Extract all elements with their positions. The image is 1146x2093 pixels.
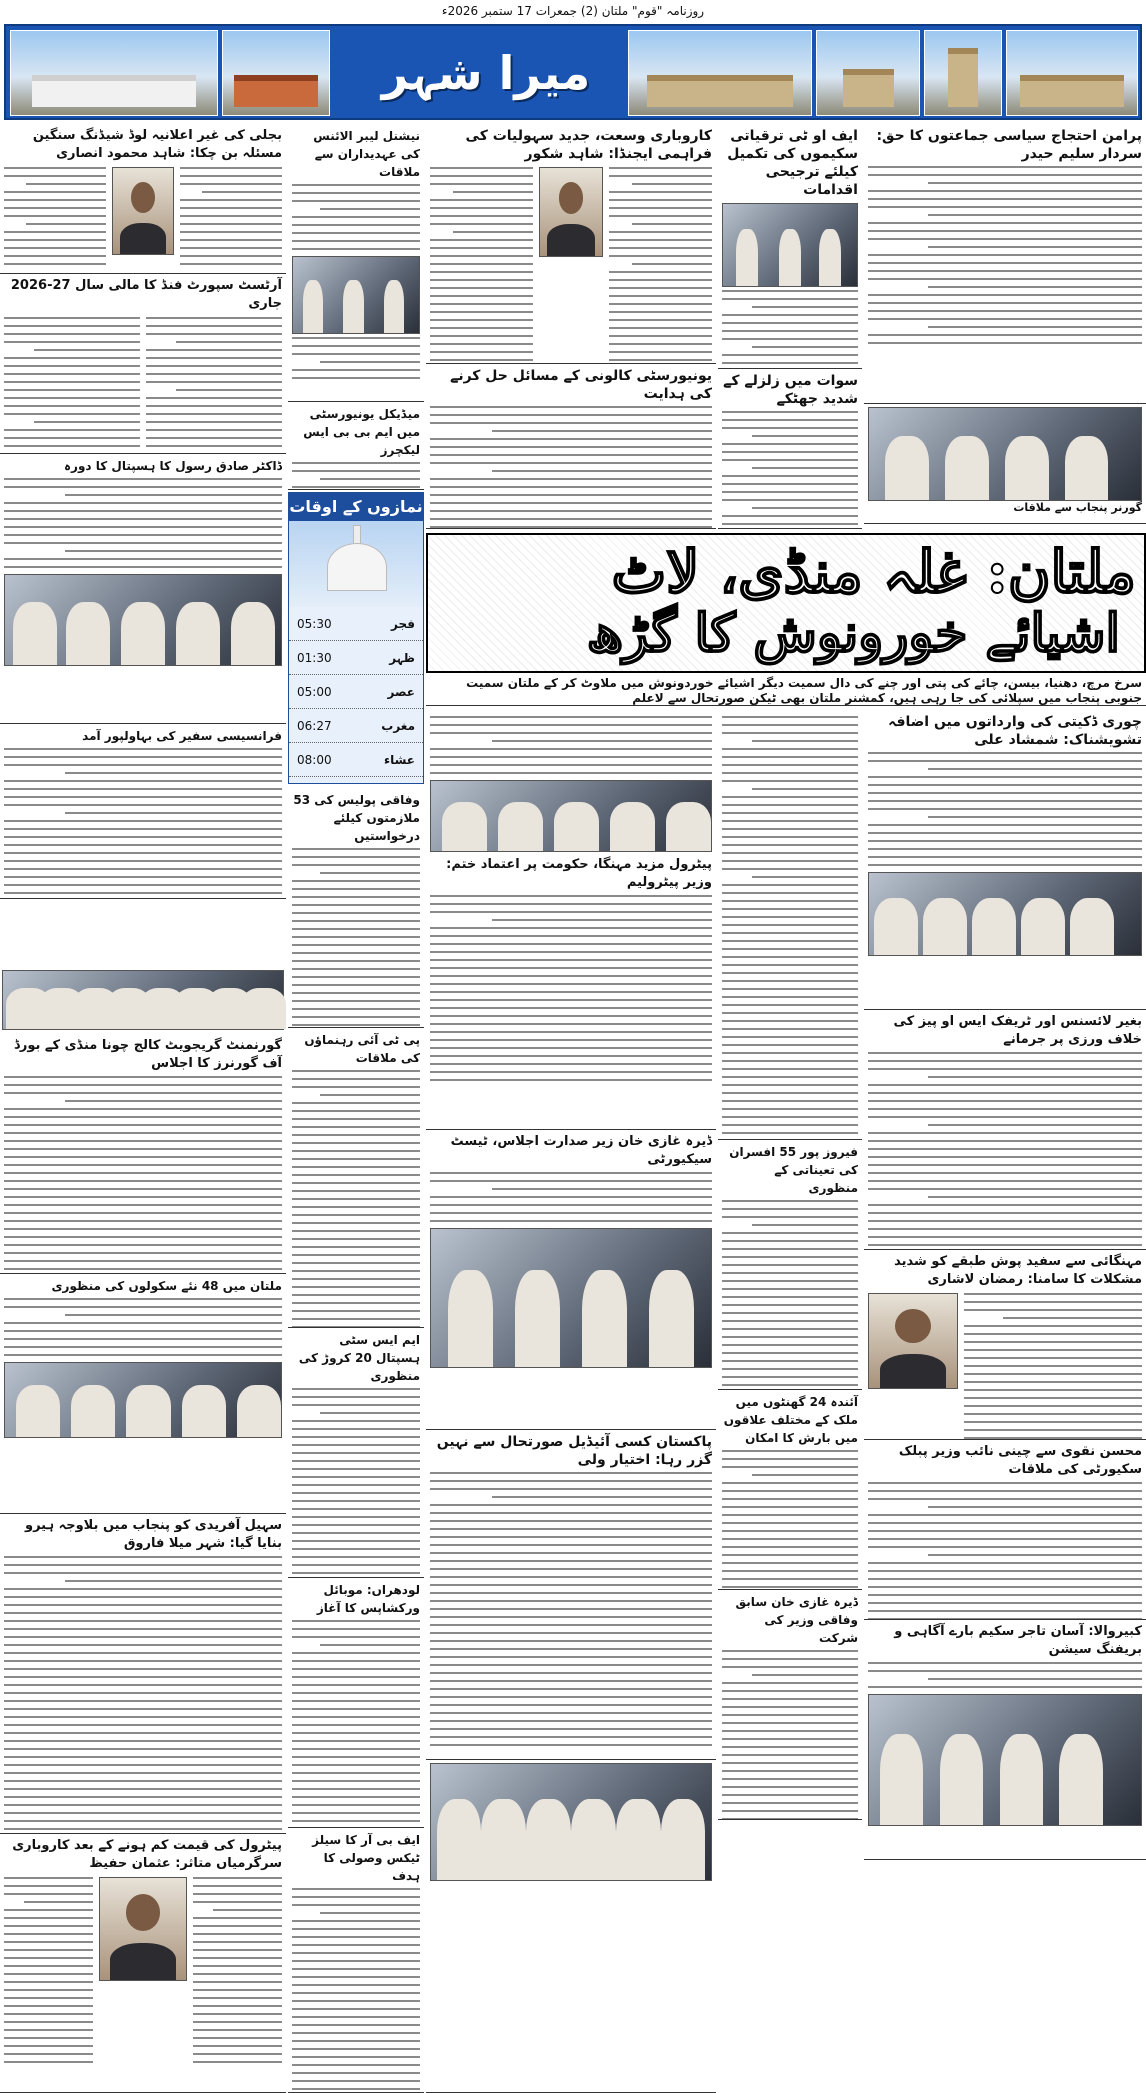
prayer-time: 08:00 <box>297 753 332 767</box>
story-c5-3 <box>0 454 286 724</box>
masthead <box>4 24 1142 120</box>
headline: ایم ایس سٹی ہسپتال 20 کروڑ کی منظوری <box>298 1333 420 1383</box>
portrait-shahid-mehmood-ansari <box>112 167 174 255</box>
portrait-usman-hafeez <box>99 1877 187 1981</box>
column-4 <box>288 124 424 490</box>
prayer-time: 06:27 <box>297 719 332 733</box>
story-photo <box>4 574 282 666</box>
story-photo <box>430 1763 712 1881</box>
prayer-name: عشاء <box>383 753 415 767</box>
headline: ڈاکٹر صادق رسول کا ہسپتال کا دورہ <box>64 459 282 473</box>
story-photo <box>868 872 1142 956</box>
story-c1-2 <box>864 404 1146 524</box>
story-photo <box>868 1694 1142 1826</box>
portrait-ramzan-lashari <box>868 1293 958 1389</box>
prayer-name: عصر <box>387 685 415 699</box>
headline: محسن نقوی سے چینی نائب وزیر پبلک سکیورٹی کی ملاقات <box>898 1444 1142 1477</box>
story-c4-6 <box>288 1578 424 1828</box>
story-c4-7 <box>288 1828 424 2093</box>
lead-headline-line1: ملتان: غلہ منڈی، لاٹ <box>611 538 1136 606</box>
story-c2-6 <box>718 1590 862 1820</box>
masthead-photo-shrine <box>628 30 812 116</box>
column-1-lower <box>864 710 1146 2093</box>
story-c1-1 <box>864 124 1146 404</box>
story-photo <box>292 256 420 334</box>
photo-strip-portraits <box>2 970 284 1030</box>
story-c5-1 <box>0 124 286 274</box>
story-c1-7 <box>864 1620 1146 1860</box>
prayer-row <box>289 641 423 675</box>
masthead-photo-palace-red <box>222 30 330 116</box>
story-c4-5 <box>288 1328 424 1578</box>
headline: چوری ڈکیتی کی وارداتوں میں اضافہ تشویشناک: شمشاد علی <box>888 714 1142 748</box>
story-c2-1 <box>718 124 862 369</box>
prayer-name: فجر <box>391 617 415 631</box>
column-3-lower <box>426 710 716 2093</box>
headline: ایف او ٹی ترقیاتی سکیموں کی تکمیل کیلئے ترجیحی اقدامات <box>727 128 858 198</box>
story-c5-2 <box>0 274 286 454</box>
story-c4-2 <box>288 402 424 490</box>
column-2 <box>718 124 862 529</box>
story-photo <box>722 203 858 287</box>
story-c3-3 <box>426 710 716 1130</box>
story-photo <box>868 407 1142 501</box>
headline: ایف بی آر کا سیلز ٹیکس وصولی کا ہدف <box>312 1833 420 1883</box>
story-c3-1 <box>426 124 716 364</box>
column-5-lower <box>0 970 286 2093</box>
headline: فیروز پور 55 افسران کی تعیناتی کے منظوری <box>729 1145 858 1195</box>
column-2-lower <box>718 710 862 2093</box>
headline: کبیروالا: آسان تاجر سکیم بارے آگاہی و بریفنگ سیشن <box>894 1624 1142 1657</box>
prayer-row <box>289 743 423 777</box>
story-c4-1 <box>288 124 424 402</box>
headline: وفاقی پولیس کی 53 ملازمتوں کیلئے درخواستیں <box>293 793 420 843</box>
story-photo <box>430 1228 712 1368</box>
prayer-times-title: نمازوں کے اوقات <box>289 493 423 521</box>
masthead-title: میرا شہر <box>381 46 591 100</box>
headline: آرٹسٹ سپورٹ فنڈ کا مالی سال 27-2026 جاری <box>10 278 282 311</box>
headline: ڈیرہ غازی خان زیر صدارت اجلاس، ٹیسٹ سیکیورٹی <box>450 1134 712 1167</box>
story-c5-6 <box>0 1274 286 1514</box>
story-c3-6 <box>426 1760 716 2093</box>
story-c5-5 <box>0 1034 286 1274</box>
story-c2-5 <box>718 1390 862 1590</box>
prayer-row <box>289 607 423 641</box>
story-c5-7 <box>0 1514 286 1834</box>
prayer-time: 05:30 <box>297 617 332 631</box>
headline: سہیل آفریدی کو پنجاب میں بلاوجہ ہیرو بنایا گیا: شہر میلا فاروق <box>24 1518 282 1551</box>
masthead-photo-palace-white <box>10 30 218 116</box>
masthead-photo-clock-tower <box>924 30 1002 116</box>
lead-headline-line2: اشیائے خورونوش کا گڑھ <box>586 603 1120 664</box>
column-4-lower <box>288 788 424 2093</box>
headline: میڈیکل یونیورسٹی میں ایم بی بی ایس لیکچرز <box>303 407 420 457</box>
lead-headline-banner <box>426 533 1146 673</box>
story-photo <box>430 780 712 852</box>
prayer-name: ظہر <box>389 651 415 665</box>
headline: سوات میں زلزلے کے شدید جھٹکے <box>723 373 858 407</box>
column-3 <box>426 124 716 529</box>
headline: یونیورسٹی کالونی کے مسائل حل کرنے کی ہدایت <box>450 368 712 402</box>
prayer-row <box>289 675 423 709</box>
story-photo <box>4 1362 282 1438</box>
headline: لودھراں: موبائل ورکشاپس کا آغاز <box>316 1583 420 1615</box>
prayer-name: مغرب <box>381 719 415 733</box>
headline: پرامن احتجاج سیاسی جماعتوں کا حق: سردار سلیم حیدر <box>876 128 1142 162</box>
story-c2-2 <box>718 369 862 529</box>
headline: گورنمنٹ گریجویٹ کالج چونا منڈی کے بورڈ آف گورنرز کا اجلاس <box>14 1038 282 1071</box>
story-c1-3 <box>864 710 1146 1010</box>
dateline: روزنامہ "قوم" ملتان (2) جمعرات 17 ستمبر 2026ء <box>441 4 705 18</box>
story-c3-4 <box>426 1130 716 1430</box>
headline: ڈیرہ غازی خان سابق وفاقی وزیر کی شرکت <box>735 1595 858 1645</box>
story-c3-2 <box>426 364 716 529</box>
headline: پاکستان کسی آئیڈیل صورتحال سے نہیں گزر رہا: اختیار ولی <box>436 1434 712 1468</box>
story-c1-5 <box>864 1250 1146 1440</box>
story-c5-4 <box>0 724 286 899</box>
headline: فرانسیسی سفیر کی بہاولپور آمد <box>82 729 282 743</box>
headline: کاروباری وسعت، جدید سہولیات کی فراہمی ایجنڈا: شاہد شکور <box>465 128 712 162</box>
story-c4-3 <box>288 788 424 1028</box>
lead-subhead: سرخ مرچ، دھنیا، بیسن، چائے کی پتی اور چنے کی دال سمیت دیگر اشیائے خوردونوش میں ملاوٹ کر کے ملتان سمیت جنوبی پنجاب میں سپلائی کی جا رہی ہیں، کمشنر ملتان بھی ٹیکن صورتحال سے لاعلم <box>426 676 1146 706</box>
story-c5-8 <box>0 1834 286 2093</box>
story-c3-5 <box>426 1430 716 1760</box>
prayer-times-box <box>288 492 424 784</box>
prayer-time: 05:00 <box>297 685 332 699</box>
masthead-photo-mausoleum <box>816 30 920 116</box>
story-c2-4 <box>718 1140 862 1390</box>
masthead-photo-haram-gate <box>1006 30 1138 116</box>
headline: پیٹرول کی قیمت کم ہونے کے بعد کاروباری سرگرمیاں متاثر: عثمان حفیظ <box>12 1838 282 1871</box>
headline: ملتان میں 48 نئے سکولوں کی منظوری <box>51 1279 282 1293</box>
headline: بغیر لائسنس اور ٹریفک ایس او پیز کی خلاف ورزی پر جرمانے <box>893 1014 1142 1047</box>
headline: پیٹرول مزید مہنگا، حکومت پر اعتماد ختم: وزیر پیٹرولیم <box>446 857 712 890</box>
mosque-icon <box>289 521 423 607</box>
story-c1-4 <box>864 1010 1146 1250</box>
headline: بجلی کی غیر اعلانیہ لوڈ شیڈنگ سنگین مسئلہ بن چکا: شاہد محمود انصاری <box>32 128 282 161</box>
prayer-time: 01:30 <box>297 651 332 665</box>
story-c2-3 <box>718 710 862 1140</box>
headline: پی ٹی آئی رہنماؤں کی ملاقات <box>304 1033 420 1065</box>
headline: مہنگائی سے سفید پوش طبقے کو شدید مشکلات کا سامنا: رمضان لاشاری <box>894 1254 1142 1287</box>
headline: آئندہ 24 گھنٹوں میں ملک کے مختلف علاقوں میں بارش کا امکان <box>723 1395 858 1445</box>
story-c1-6 <box>864 1440 1146 1620</box>
story-c4-4 <box>288 1028 424 1328</box>
headline: نیشنل لیبر الائنس کی عہدیداران سے ملاقات <box>313 129 420 179</box>
prayer-row <box>289 709 423 743</box>
portrait-shahid-shakoor <box>539 167 603 257</box>
caption: گورنر پنجاب سے ملاقات <box>1013 501 1142 514</box>
